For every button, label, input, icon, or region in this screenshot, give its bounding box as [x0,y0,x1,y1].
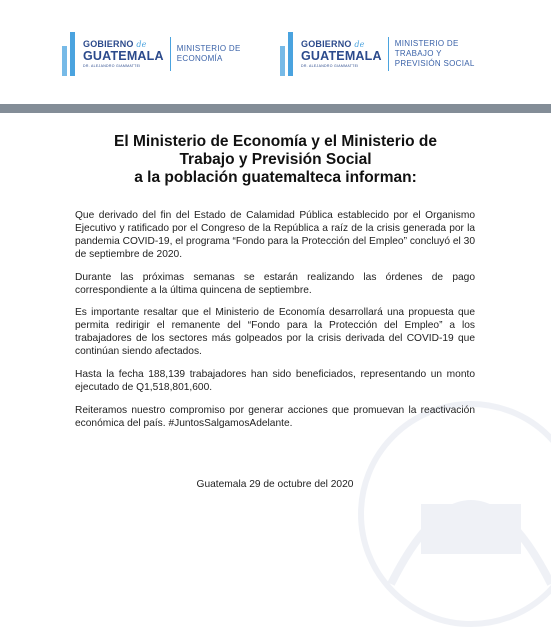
logo-ministerio-trabajo [280,32,475,76]
flag-stripes-icon [280,32,296,76]
date-signoff: Guatemala 29 de octubre del 2020 [196,479,354,490]
gobierno-guatemala-wordmark: GOBIERNO de GUATEMALA DR. ALEJANDRO GIAMMATTEI [83,39,164,68]
logo-divider [388,37,389,71]
gobierno-guatemala-wordmark: GOBIERNO de GUATEMALA DR. ALEJANDRO GIAMMATTEI [301,39,382,68]
paragraph: Reiteramos nuestro compromiso por generar acciones que promuevan la reactivación económica del país. #JuntosSalgamosAdelante. [75,404,475,429]
paragraph: Durante las próximas semanas se estarán realizando las órdenes de pago correspondiente a la última quincena de septiembre. [75,271,475,296]
letterhead [0,0,551,100]
header-divider-bar [0,104,551,113]
paragraph: Es importante resaltar que el Ministerio de Economía desarrollará una propuesta que permita redirigir el remanente del “Fondo para la Protección del Empleo” a los trabajadores de los sectores más golpeados por la crisis derivada del COVID-19 que continúan siendo afectados. [75,307,475,358]
communique-title: El Ministerio de Economía y el Ministerio de Trabajo y Previsión Social a la población guatemalteca informan: [114,133,437,186]
logo-ministerio-economia [62,32,241,76]
paragraph: Hasta la fecha 188,139 trabajadores han sido beneficiados, representando un monto ejecutado de Q1,518,801,600. [75,369,475,393]
communique-body [75,210,475,441]
logo-divider [170,37,171,71]
ministry-name-right: MINISTERIO DE TRABAJO Y PREVISIÓN SOCIAL [394,39,475,68]
ministry-name-left: MINISTERIO DE ECONOMÍA [176,44,241,63]
flag-stripes-icon [62,32,78,76]
paragraph: Que derivado del fin del Estado de Calamidad Pública establecido por el Organismo Ejecutivo y ratificado por el Congreso de la República a raíz de la crisis generada por la pandemia COVID-19, el programa “Fondo para la Protección del Empleo” concluyó el 30 de septiembre de 2020. [75,210,475,260]
